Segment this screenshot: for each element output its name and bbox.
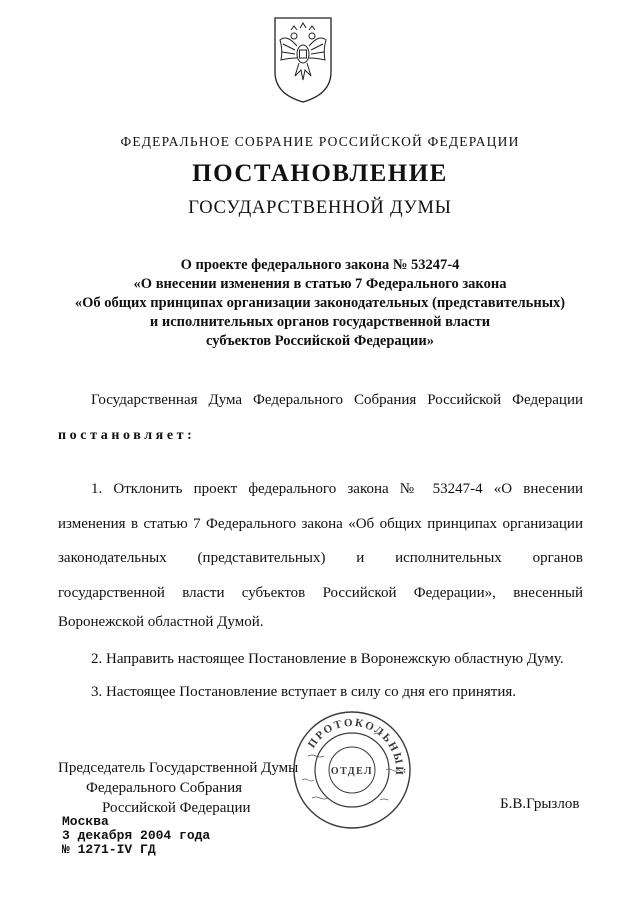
document-title: ПОСТАНОВЛЕНИЕ <box>192 160 448 187</box>
document-footer <box>62 815 210 857</box>
signature-block <box>58 758 298 818</box>
item1-line: государственной власти субъектов Российской Федерации», внесенный <box>58 584 583 601</box>
resolution-item-1 <box>58 472 583 634</box>
stamp-center-text: ОТДЕЛ <box>330 766 374 777</box>
organization-name: ФЕДЕРАЛЬНОЕ СОБРАНИЕ РОССИЙСКОЙ ФЕДЕРАЦИИ <box>120 134 520 149</box>
signer-name: Б.В.Грызлов <box>500 796 580 812</box>
item1-line: законодательных (представительных) и исполнительных органов <box>58 550 583 566</box>
signer-position-line: Председатель Государственной Думы <box>58 760 299 776</box>
subject-line: и исполнительных органов государственной власти <box>149 314 491 330</box>
item1-line: Воронежской областной Думой. <box>58 614 264 630</box>
signer-position-line: Федерального Собрания <box>86 780 243 796</box>
document-subject <box>0 256 640 351</box>
footer-date: 3 декабря 2004 года <box>62 828 211 843</box>
subject-line: «Об общих принципах организации законодательных (представительных) <box>74 295 566 311</box>
protocol-department-stamp <box>282 700 422 840</box>
subject-line: О проекте федерального закона № 53247-4 <box>180 257 460 273</box>
resolution-item-2: 2. Направить настоящее Постановление в Воронежскую областную Думу. <box>91 651 564 667</box>
decree-word: постановляет: <box>58 428 196 443</box>
subject-line: «О внесении изменения в статью 7 Федерального закона <box>133 276 507 292</box>
document-subtitle: ГОСУДАРСТВЕННОЙ ДУМЫ <box>188 198 452 218</box>
resolution-item-3: 3. Настоящее Постановление вступает в силу со дня его принятия. <box>91 684 517 700</box>
item1-line: 1. Отклонить проект федерального закона № 53247-4 «О внесении <box>91 481 583 497</box>
coat-of-arms-emblem <box>271 14 335 104</box>
footer-number: № 1271-IV ГД <box>62 842 156 857</box>
preamble-text: Государственная Дума Федерального Собрания Российской Федерации <box>91 392 583 408</box>
footer-city: Москва <box>62 814 109 829</box>
item1-line: изменения в статью 7 Федерального закона «Об общих принципах организации <box>58 515 583 532</box>
subject-line: субъектов Российской Федерации» <box>206 333 434 349</box>
signer-position-line: Российской Федерации <box>102 800 251 816</box>
stamp-ring-text: ПРОТОКОЛЬНЫЙ <box>305 716 406 778</box>
